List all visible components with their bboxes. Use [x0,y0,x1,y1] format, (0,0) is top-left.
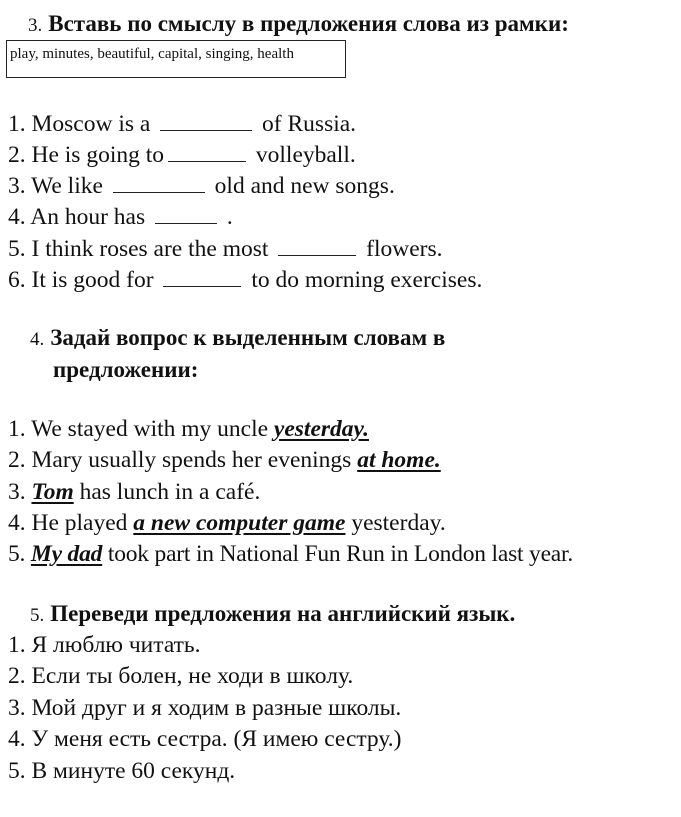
item-number: 2. [8,663,26,689]
item-number: 4. [8,726,26,752]
item-text-after: flowers. [366,236,443,262]
item-text: В минуте 60 секунд. [31,758,236,784]
task3-item [8,172,395,200]
task3-item [8,235,443,263]
task4-title-line1: Задай вопрос к выделенным словам в [50,325,446,350]
highlighted-words: My dad [30,541,103,567]
item-text: Мой друг и я ходим в разные школы. [31,695,402,721]
task4-heading [30,322,445,356]
item-number: 3. [8,173,26,199]
task4-item [8,540,573,568]
item-text-before: Mary usually spends her evenings [31,447,352,473]
item-text-before: We stayed with my uncle [31,416,269,442]
task5-item [8,662,353,690]
item-text-after: . [226,204,233,230]
task5-item [8,694,401,722]
answer-blank[interactable] [168,143,246,162]
item-number: 2. [8,142,26,168]
item-text-before: Moscow is a [31,111,151,137]
item-text-before: I think roses are the most [31,236,269,262]
task3-item [8,141,356,169]
item-number: 4. [8,510,26,536]
task4-item [8,509,446,537]
item-text-before: An hour has [30,204,146,230]
item-number: 3. [8,479,26,505]
task4-heading-cont [53,354,198,386]
answer-blank[interactable] [278,237,356,256]
task5-title: Переведи предложения на английский язык. [50,601,516,626]
item-number: 1. [8,111,26,137]
item-text: Если ты болен, не ходи в школу. [31,663,354,689]
item-text-after: yesterday. [351,510,446,536]
answer-blank[interactable] [155,205,217,224]
item-number: 2. [8,447,26,473]
task5-item [8,757,235,785]
item-text-before: He played [31,510,128,536]
item-number: 1. [8,632,26,658]
task5-item [8,725,401,753]
task3-heading [28,10,569,40]
item-text-before: He is going to [31,142,165,168]
item-text-after: volleyball. [255,142,356,168]
highlighted-words: a new computer game [133,510,346,536]
item-number: 1. [8,416,26,442]
item-text-after: has lunch in a café. [79,479,261,505]
task4-number: 4. [30,329,45,350]
item-text-after: took part in National Fun Run in London last year. [107,541,574,567]
task4-item [8,478,260,506]
highlighted-words: Tom [31,479,74,505]
highlighted-words: yesterday. [273,416,369,442]
task3-item [8,203,233,231]
task3-item [8,266,482,294]
word-box: play, minutes, beautiful, capital, singing, health [6,40,346,78]
task3-item [8,110,356,138]
item-number: 4. [8,204,26,230]
task3-number: 3. [28,15,43,36]
item-text-after: to do morning exercises. [251,267,483,293]
item-number: 5. [8,236,26,262]
answer-blank[interactable] [163,268,241,287]
task4-item [8,446,441,474]
highlighted-words: at home. [357,447,441,473]
task5-number: 5. [30,605,45,626]
task4-title-line2: предложении: [53,357,199,382]
answer-blank[interactable] [160,112,252,131]
item-text-before: We like [31,173,103,199]
item-text-before: It is good for [31,267,154,293]
item-number: 5. [8,541,26,567]
item-text-after: of Russia. [262,111,357,137]
answer-blank[interactable] [113,174,205,193]
item-text: У меня есть сестра. (Я имею сестру.) [31,726,402,752]
item-number: 5. [8,758,26,784]
item-text-after: old and new songs. [214,173,395,199]
task3-title: Вставь по смыслу в предложения слова из рамки: [48,11,569,36]
item-number: 3. [8,695,26,721]
task5-heading [30,600,515,630]
task4-item [8,415,369,443]
item-number: 6. [8,267,26,293]
task5-item [8,631,201,659]
item-text: Я люблю читать. [31,632,201,658]
